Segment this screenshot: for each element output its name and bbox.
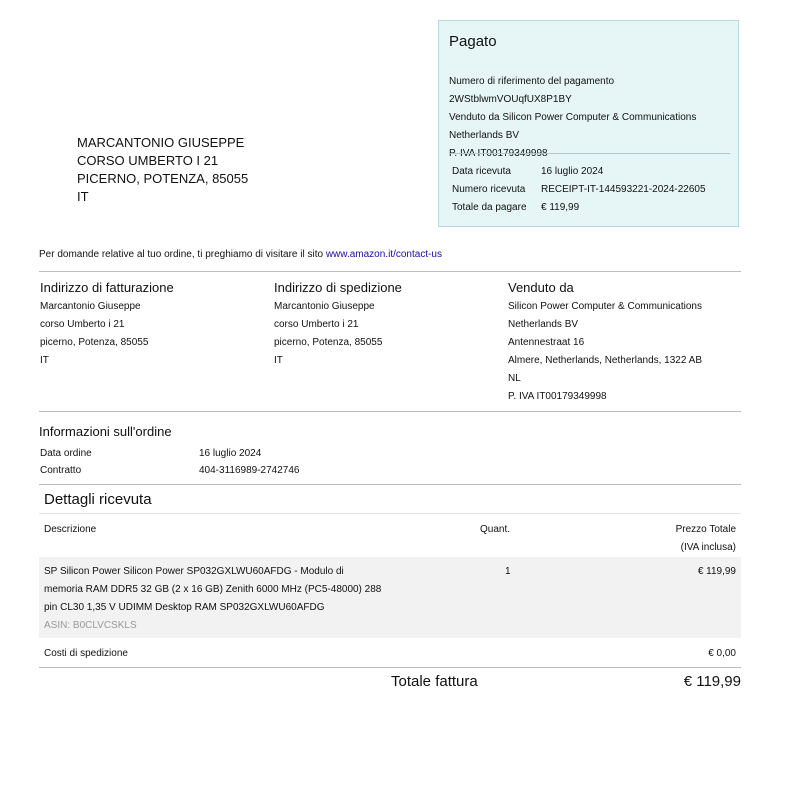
seller-line: Netherlands BV xyxy=(508,319,579,330)
order-info-value: 16 luglio 2024 xyxy=(199,448,262,459)
billing-line: IT xyxy=(40,355,49,366)
invoice-total-label: Totale fattura xyxy=(391,673,478,690)
column-header-price xyxy=(676,521,736,557)
shipping-cost-label: Costi di spedizione xyxy=(44,648,128,659)
shipping-line: Marcantonio Giuseppe xyxy=(274,301,375,312)
price-header-line: (IVA inclusa) xyxy=(680,542,736,553)
shipping-title: Indirizzo di spedizione xyxy=(274,280,402,295)
contact-link[interactable]: www.amazon.it/contact-us xyxy=(325,249,442,260)
payment-seller-line: Venduto da Silicon Power Computer & Communications xyxy=(449,112,697,123)
seller-address xyxy=(508,298,702,406)
customer-address-line: IT xyxy=(77,189,89,204)
divider xyxy=(449,153,730,154)
payment-ref-label: Numero di riferimento del pagamento xyxy=(449,76,615,87)
customer-address-line: MARCANTONIO GIUSEPPE xyxy=(77,135,245,150)
seller-line: Almere, Netherlands, Netherlands, 1322 AB xyxy=(508,355,702,366)
divider xyxy=(39,513,741,514)
payment-detail-row xyxy=(452,199,706,217)
billing-line: Marcantonio Giuseppe xyxy=(40,301,141,312)
detail-label: Totale da pagare xyxy=(452,202,527,213)
billing-line: picerno, Potenza, 85055 xyxy=(40,337,149,348)
order-info-row xyxy=(40,462,299,479)
detail-label: Numero ricevuta xyxy=(452,184,526,195)
price-header-line: Prezzo Totale xyxy=(675,524,736,535)
billing-line: corso Umberto i 21 xyxy=(40,319,125,330)
seller-line: NL xyxy=(508,373,521,384)
seller-title: Venduto da xyxy=(508,280,574,295)
seller-line: Antennestraat 16 xyxy=(508,337,585,348)
invoice-total-value: € 119,99 xyxy=(683,673,741,690)
order-info-value: 404-3116989-2742746 xyxy=(199,465,300,476)
contact-text: Per domande relative al tuo ordine, ti preghiamo di visitare il sito xyxy=(39,249,324,260)
item-description-line: pin CL30 1,35 V UDIMM Desktop RAM SP032GXLWU60AFDG xyxy=(44,602,325,613)
item-description-line: memoria RAM DDR5 32 GB (2 x 16 GB) Zenith 6000 MHz (PC5-48000) 288 xyxy=(44,584,382,595)
seller-line: Silicon Power Computer & Communications xyxy=(508,301,702,312)
payment-info xyxy=(449,73,696,163)
shipping-cost-value: € 0,00 xyxy=(708,648,736,659)
shipping-line: corso Umberto i 21 xyxy=(274,319,359,330)
order-info-row xyxy=(40,445,299,462)
payment-seller-line: Netherlands BV xyxy=(449,130,520,141)
column-header-quantity: Quant. xyxy=(480,524,511,535)
payment-detail-row xyxy=(452,163,706,181)
item-asin: ASIN: B0CLVCSKLS xyxy=(44,620,137,631)
divider xyxy=(39,271,741,272)
divider xyxy=(39,484,741,485)
billing-title: Indirizzo di fatturazione xyxy=(40,280,174,295)
detail-value: 16 luglio 2024 xyxy=(541,166,604,177)
customer-address-line: PICERNO, POTENZA, 85055 xyxy=(77,171,249,186)
divider xyxy=(39,411,741,412)
order-info-title: Informazioni sull'ordine xyxy=(39,424,172,439)
item-quantity: 1 xyxy=(505,566,511,577)
divider xyxy=(39,667,741,668)
payment-box xyxy=(438,20,739,227)
billing-address xyxy=(40,298,148,370)
item-price: € 119,99 xyxy=(697,566,736,577)
receipt-title: Dettagli ricevuta xyxy=(44,491,152,508)
seller-line: P. IVA IT00179349998 xyxy=(508,391,607,402)
customer-address xyxy=(77,134,248,206)
payment-details xyxy=(452,163,706,217)
customer-address-line: CORSO UMBERTO I 21 xyxy=(77,153,219,168)
item-description xyxy=(44,563,381,635)
payment-ref-value: 2WStblwmVOUqfUX8P1BY xyxy=(449,94,572,105)
column-header-description: Descrizione xyxy=(44,524,97,535)
shipping-address xyxy=(274,298,382,370)
payment-vat: P. IVA IT00179349998 xyxy=(449,148,548,159)
order-info-label: Data ordine xyxy=(40,448,92,459)
shipping-line: picerno, Potenza, 85055 xyxy=(274,337,383,348)
detail-value: € 119,99 xyxy=(541,202,580,213)
contact-line xyxy=(39,249,442,260)
item-description-line: SP Silicon Power Silicon Power SP032GXLWU60AFDG - Modulo di xyxy=(44,566,344,577)
detail-label: Data ricevuta xyxy=(452,166,511,177)
shipping-line: IT xyxy=(274,355,283,366)
payment-title: Pagato xyxy=(449,33,497,50)
payment-detail-row xyxy=(452,181,706,199)
order-info-table xyxy=(40,445,299,479)
order-info-label: Contratto xyxy=(40,465,82,476)
detail-value: RECEIPT-IT-144593221-2024-22605 xyxy=(541,184,706,195)
